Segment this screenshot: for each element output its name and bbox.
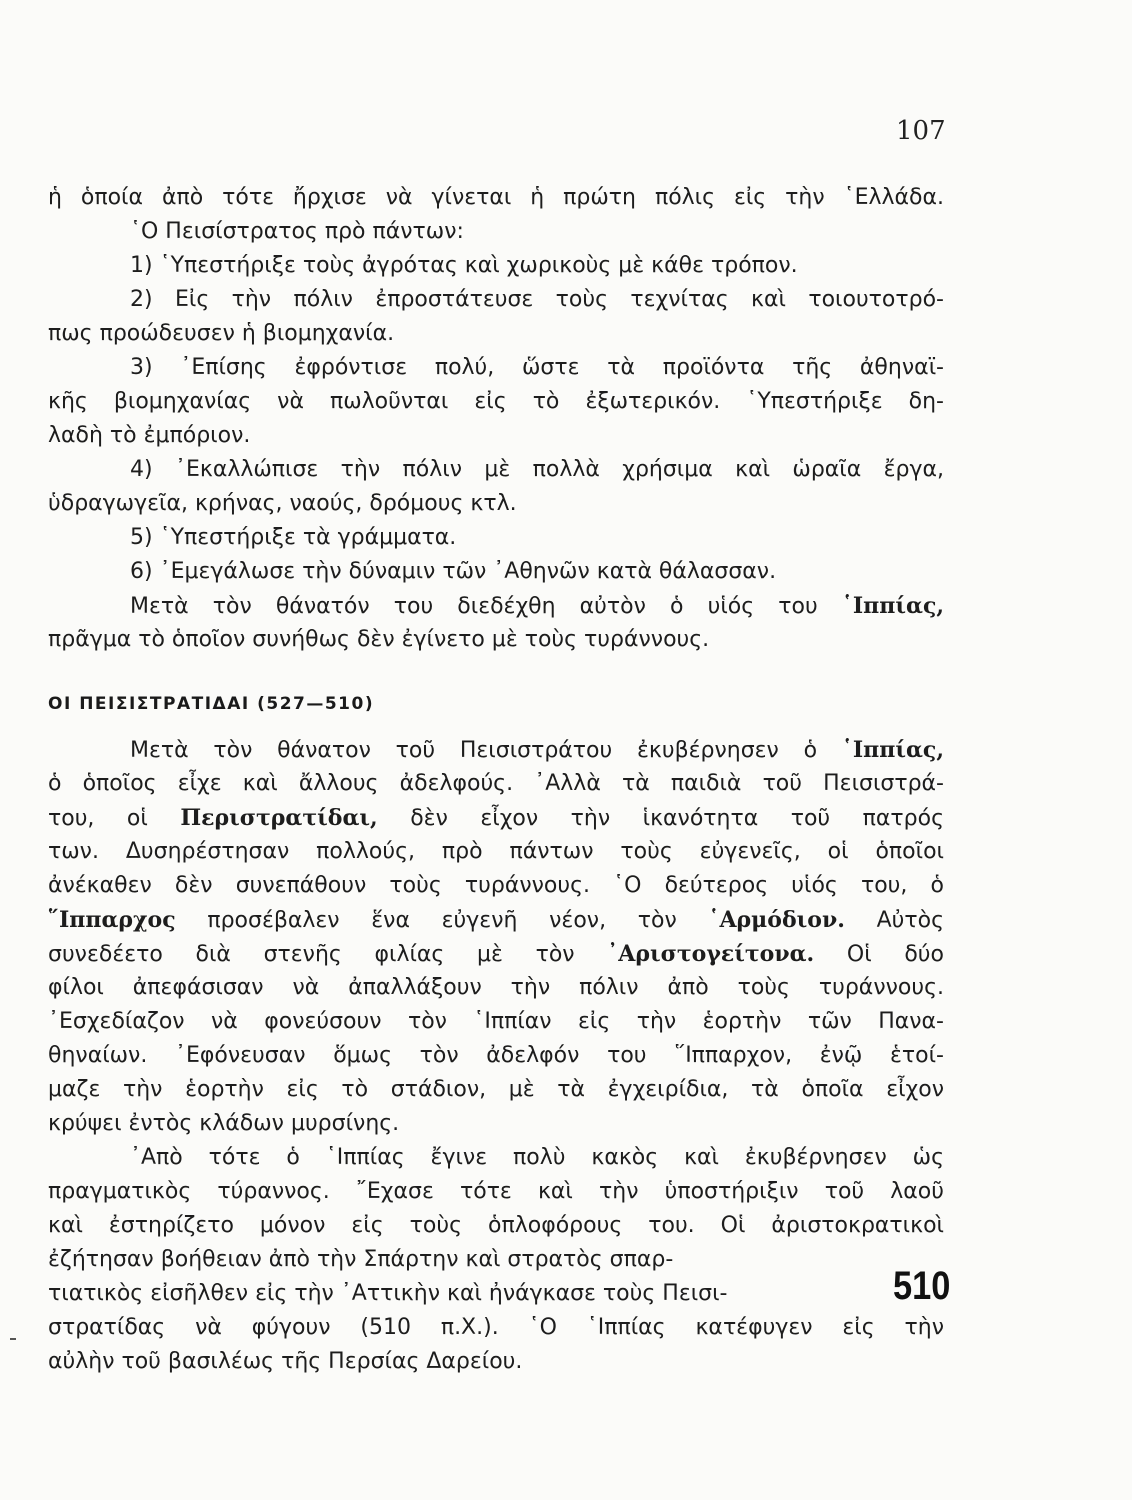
section-heading: ΟΙ ΠΕΙΣΙΣΤΡΑΤΙΔΑΙ (527—510) (48, 694, 375, 714)
text-line: πρᾶγμα τὸ ὁποῖον συνήθως δὲν ἐγίνετο μὲ τοὺς τυράννους. (48, 627, 710, 652)
text-line: στρατίδας νὰ φύγουν (510 π.Χ.). ῾Ο ῾Ιππίας κατέφυγεν εἰς τὴν (48, 1315, 944, 1340)
text-line: Μετὰ τὸν θάνατον τοῦ Πεισιστράτου ἐκυβέρνησεν ὁ ῾Ιππίας, (130, 737, 944, 763)
name-hippias: ῾Ιππίας, (841, 737, 944, 763)
text-line: των. Δυσηρέστησαν πολλούς, πρὸ πάντων τοὺς εὐγενεῖς, οἱ ὁποῖοι (48, 839, 944, 864)
text-line: ἐζήτησαν βοήθειαν ἀπὸ τὴν Σπάρτην καὶ στρατὸς σπαρ- (48, 1247, 674, 1272)
text-line: συνεδέετο διὰ στενῆς φιλίας μὲ τὸν ᾽Αριστογείτονα. Οἱ δύο (48, 941, 944, 967)
text-line: 4) ᾽Εκαλλώπισε τὴν πόλιν μὲ πολλὰ χρήσιμα καὶ ὡραῖα ἔργα, (130, 457, 944, 482)
name-hipparchos: ῞Ιππαρχος (48, 907, 176, 933)
text-line: μαζε τὴν ἑορτὴν εἰς τὸ στάδιον, μὲ τὰ ἐγχειρίδια, τὰ ὁποῖα εἶχον (48, 1077, 944, 1102)
text-line: θηναίων. ᾽Εφόνευσαν ὅμως τὸν ἀδελφόν του ῞Ιππαρχον, ἐνῷ ἑτοί- (48, 1043, 944, 1068)
text-line: του, οἱ Περιστρατίδαι, δὲν εἶχον τὴν ἱκανότητα τοῦ πατρός (48, 805, 944, 831)
text-line: καὶ ἐστηρίζετο μόνον εἰς τοὺς ὁπλοφόρους του. Οἱ ἀριστοκρατικοὶ (48, 1213, 944, 1238)
text-line: τιατικὸς εἰσῆλθεν εἰς τὴν ᾽Αττικὴν καὶ ἠνάγκασε τοὺς Πεισι- (48, 1281, 728, 1306)
text-line: ὁ ὁποῖος εἶχε καὶ ἄλλους ἀδελφούς. ᾽Αλλὰ τὰ παιδιὰ τοῦ Πεισιστρά- (48, 771, 944, 796)
text-line: 6) ᾽Εμεγάλωσε τὴν δύναμιν τῶν ᾽Αθηνῶν κατὰ θάλασσαν. (130, 559, 777, 584)
name-hippias: ῾Ιππίας, (841, 593, 945, 619)
margin-date-number: 510 (893, 1264, 951, 1308)
name-harmodios: ῾Αρμόδιον. (708, 907, 845, 933)
text-line: κρύψει ἐντὸς κλάδων μυρσίνης. (48, 1111, 400, 1136)
text-line: ῾Ο Πεισίστρατος πρὸ πάντων: (130, 219, 464, 244)
text-line: λαδὴ τὸ ἐμπόριον. (48, 423, 251, 448)
page-number: 107 (896, 116, 946, 146)
text-line: ῞Ιππαρχος προσέβαλεν ἕνα εὐγενῆ νέον, τὸν ῾Αρμόδιον. Αὐτὸς (48, 907, 945, 933)
name-aristogeiton: ᾽Αριστογείτονα. (607, 941, 815, 967)
text-line: πραγματικὸς τύραννος. ῎Εχασε τότε καὶ τὴν ὑποστήριξιν τοῦ λαοῦ (48, 1179, 944, 1204)
text-line: 2) Εἰς τὴν πόλιν ἐπροστάτευσε τοὺς τεχνίτας καὶ τοιουτοτρό- (130, 287, 944, 312)
text-line: 3) ᾽Επίσης ἐφρόντισε πολύ, ὥστε τὰ προϊόντα τῆς ἀθηναϊ- (130, 355, 944, 380)
text-line: κῆς βιομηχανίας νὰ πωλοῦνται εἰς τὸ ἐξωτερικόν. ῾Υπεστήριξε δη- (48, 389, 944, 414)
section-peisistratos (48, 181, 944, 657)
text-line: ᾽Απὸ τότε ὁ ῾Ιππίας ἔγινε πολὺ κακὸς καὶ ἐκυβέρνησεν ὡς (130, 1145, 944, 1170)
text-line: Μετὰ τὸν θάνατόν του διεδέχθη αὐτὸν ὁ υἱός του ῾Ιππίας, (130, 593, 945, 619)
name-peristratidai: Περιστρατίδαι, (180, 805, 378, 831)
text-line: ἀνέκαθεν δὲν συνεπάθουν τοὺς τυράννους. ῾Ο δεύτερος υἱός του, ὁ (48, 873, 944, 898)
text-line: 5) ῾Υπεστήριξε τὰ γράμματα. (130, 525, 457, 550)
text-line: πως προώδευσεν ἡ βιομηχανία. (48, 321, 395, 346)
text-line: αὐλὴν τοῦ βασιλέως τῆς Περσίας Δαρείου. (48, 1349, 523, 1374)
stray-mark (10, 1338, 16, 1340)
text-line: φίλοι ἀπεφάσισαν νὰ ἀπαλλάξουν τὴν πόλιν ἀπὸ τοὺς τυράννους. (48, 975, 944, 1000)
text-line: ὑδραγωγεῖα, κρήνας, ναούς, δρόμους κτλ. (48, 491, 517, 516)
text-line: ἡ ὁποία ἀπὸ τότε ἤρχισε νὰ γίνεται ἡ πρώτη πόλις εἰς τὴν ῾Ελλάδα. (48, 185, 944, 210)
text-line: 1) ῾Υπεστήριξε τοὺς ἀγρότας καὶ χωρικοὺς μὲ κάθε τρόπον. (130, 253, 798, 278)
section-peisistratidai (48, 733, 944, 1379)
text-line: ᾽Εσχεδίαζον νὰ φονεύσουν τὸν ῾Ιππίαν εἰς τὴν ἑορτὴν τῶν Πανα- (48, 1009, 944, 1034)
